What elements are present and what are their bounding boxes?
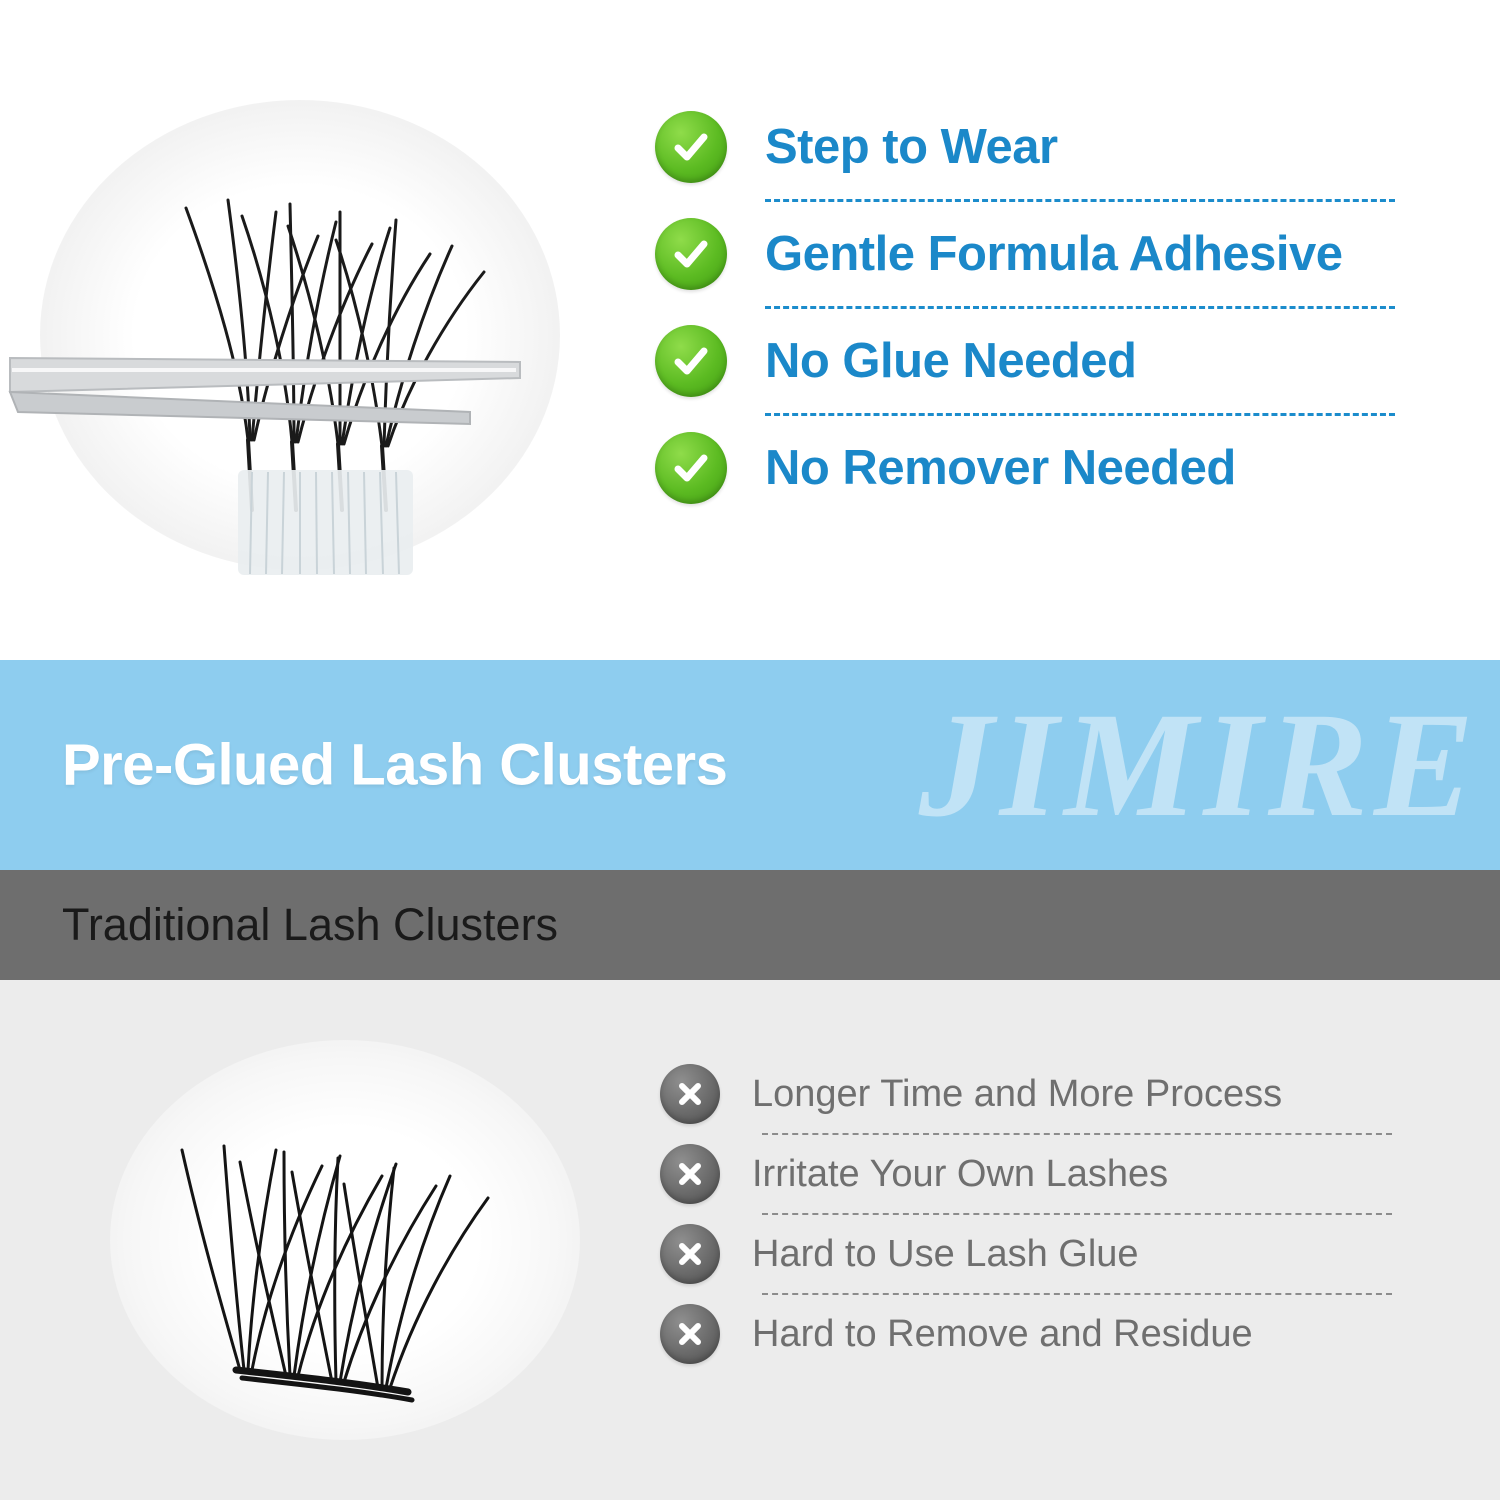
benefit-label: Step to Wear xyxy=(765,120,1058,174)
drawback-item xyxy=(660,1135,1450,1213)
traditional-banner-title: Traditional Lash Clusters xyxy=(62,899,559,950)
benefits-list xyxy=(655,95,1445,520)
benefit-label: No Remover Needed xyxy=(765,441,1236,495)
drawback-label: Irritate Your Own Lashes xyxy=(752,1152,1169,1195)
benefit-item xyxy=(655,202,1445,306)
traditional-section xyxy=(0,980,1500,1500)
drawback-item xyxy=(660,1215,1450,1293)
traditional-lash-illustration xyxy=(60,1000,620,1480)
benefit-label: Gentle Formula Adhesive xyxy=(765,227,1343,281)
benefit-item xyxy=(655,309,1445,413)
pre-glued-banner-title: Pre-Glued Lash Clusters xyxy=(62,732,728,798)
drawback-item xyxy=(660,1295,1450,1373)
benefit-label: No Glue Needed xyxy=(765,334,1137,388)
check-circle-icon xyxy=(655,111,727,183)
traditional-banner xyxy=(0,870,1500,980)
drawback-item xyxy=(660,1055,1450,1133)
brand-watermark: JIMIRE xyxy=(918,682,1480,848)
check-circle-icon xyxy=(655,218,727,290)
x-circle-icon xyxy=(660,1224,720,1284)
drawback-label: Longer Time and More Process xyxy=(752,1072,1283,1115)
pre-glued-banner xyxy=(0,660,1500,870)
traditional-lash-photo xyxy=(60,1000,620,1480)
lash-cluster-illustration xyxy=(0,40,600,640)
drawbacks-list xyxy=(660,1055,1450,1373)
x-circle-icon xyxy=(660,1144,720,1204)
benefit-item xyxy=(655,416,1445,520)
benefit-item xyxy=(655,95,1445,199)
check-circle-icon xyxy=(655,432,727,504)
pre-glued-adhesive-band xyxy=(238,470,413,575)
x-circle-icon xyxy=(660,1304,720,1364)
pre-glued-section xyxy=(0,0,1500,660)
x-circle-icon xyxy=(660,1064,720,1124)
drawback-label: Hard to Use Lash Glue xyxy=(752,1232,1139,1275)
pre-glued-lash-photo xyxy=(0,40,600,640)
check-circle-icon xyxy=(655,325,727,397)
drawback-label: Hard to Remove and Residue xyxy=(752,1312,1253,1355)
